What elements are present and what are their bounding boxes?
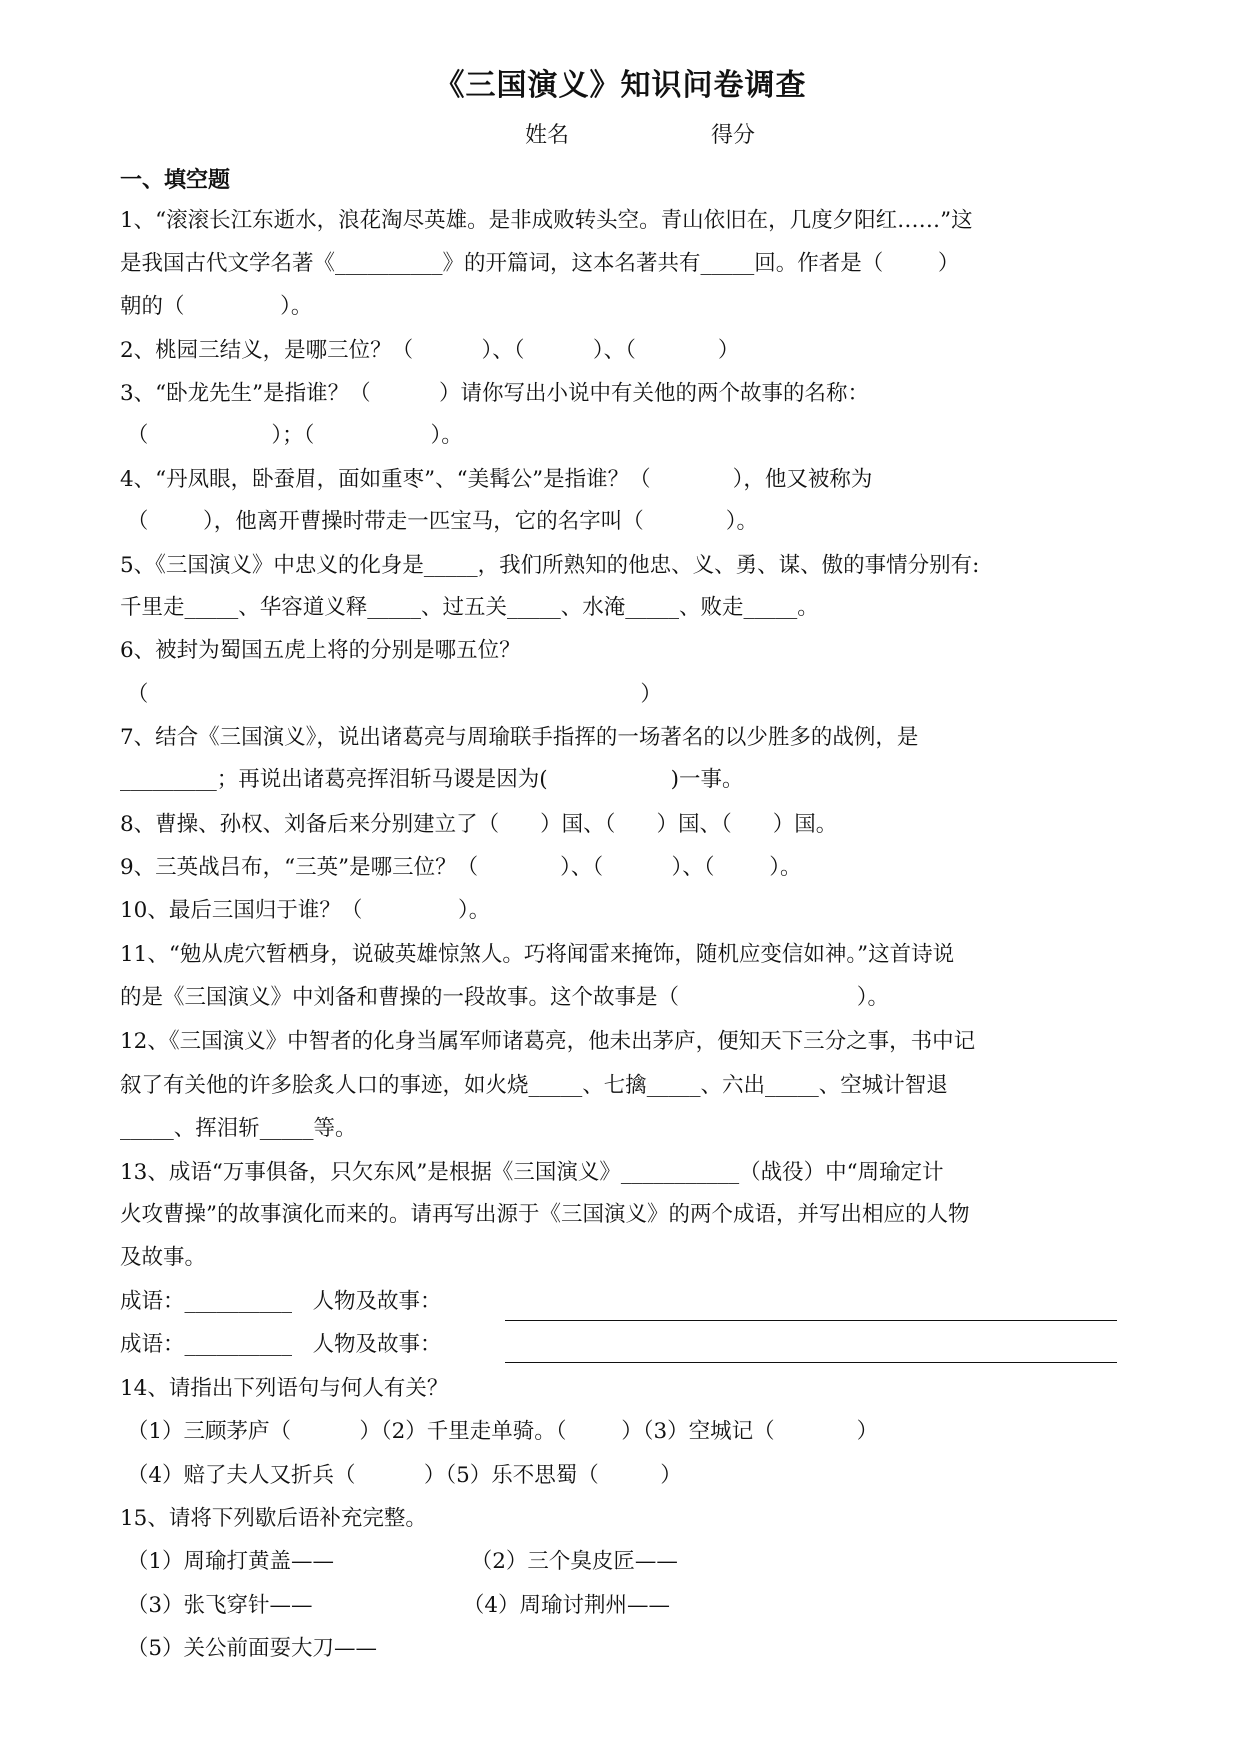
question-line: 3、“卧龙先生”是指谁？（ ）请你写出小说中有关他的两个故事的名称：	[120, 381, 870, 406]
question-line: （ ）	[120, 682, 662, 707]
question-line: （4）赔了夫人又折兵（ ）（5）乐不思蜀（ ）	[120, 1463, 682, 1488]
answer-underline-2	[505, 1362, 1117, 1363]
question-line: 11、“勉从虎穴暂栖身，说破英雄惊煞人。巧将闻雷来掩饰，随机应变信如神。”这首诗说	[120, 942, 955, 967]
question-line: （1）周瑜打黄盖—— （2）三个臭皮匠——	[120, 1549, 678, 1574]
question-line: （ ）；（ ）。	[120, 423, 463, 448]
question-line: 成语：__________ 人物及故事：	[120, 1332, 442, 1357]
question-line: 的是《三国演义》中刘备和曹操的一段故事。这个故事是（ ）。	[120, 985, 889, 1010]
question-line: 千里走_____、华容道义释_____、过五关_____、水淹_____、败走_____。	[120, 595, 819, 620]
question-line: 13、成语“万事俱备，只欠东风”是根据《三国演义》___________（战役）中“周瑜定计	[120, 1160, 944, 1185]
section-heading: 一、填空题	[120, 168, 231, 193]
question-line: 火攻曹操”的故事演化而来的。请再写出源于《三国演义》的两个成语，并写出相应的人物	[120, 1202, 970, 1227]
question-line: _____、挥泪斩_____等。	[120, 1116, 357, 1141]
question-line: 15、请将下列歇后语补充完整。	[120, 1506, 427, 1531]
question-line: 1、“滚滚长江东逝水，浪花淘尽英雄。是非成败转头空。青山依旧在，几度夕阳红……”这	[120, 208, 973, 233]
question-line: （3）张飞穿针—— （4）周瑜讨荆州——	[120, 1593, 671, 1618]
question-line: _________；再说出诸葛亮挥泪斩马谡是因为( )一事。	[120, 767, 744, 792]
question-line: 14、请指出下列语句与何人有关？	[120, 1376, 449, 1401]
question-line: 成语：__________ 人物及故事：	[120, 1289, 442, 1314]
question-line: 叙了有关他的许多脍炙人口的事迹，如火烧_____、七擒_____、六出_____、空城计智退	[120, 1073, 948, 1098]
question-line: 12、《三国演义》中智者的化身当属军师诸葛亮，他未出茅庐，便知天下三分之事，书中记	[120, 1029, 976, 1054]
question-line: 9、三英战吕布，“三英”是哪三位？（ ）、（ ）、（ ）。	[120, 855, 802, 880]
question-line: （ ），他离开曹操时带走一匹宝马，它的名字叫（ ）。	[120, 509, 759, 534]
question-line: 4、“丹凤眼，卧蚕眉，面如重枣”、“美髯公”是指谁？（ ），他又被称为	[120, 467, 873, 492]
answer-underline-1	[505, 1320, 1117, 1321]
question-line: 及故事。	[120, 1245, 207, 1270]
page-title: 《三国演义》知识问卷调查	[434, 68, 807, 103]
question-line: 8、曹操、孙权、刘备后来分别建立了（ ）国、（ ）国、（ ）国。	[120, 812, 838, 837]
question-line: （1）三顾茅庐（ ）（2）千里走单骑。（ ）（3）空城记（ ）	[120, 1419, 879, 1444]
question-line: 7、结合《三国演义》，说出诸葛亮与周瑜联手指挥的一场著名的以少胜多的战例，是	[120, 725, 919, 750]
score-label: 得分	[711, 123, 756, 148]
question-line: 6、被封为蜀国五虎上将的分别是哪五位？	[120, 638, 521, 663]
question-line: 5、《三国演义》中忠义的化身是_____，我们所熟知的他忠、义、勇、谋、傲的事情分别有:	[120, 553, 980, 578]
question-line: 2、桃园三结义，是哪三位？（ ）、（ ）、（ ）	[120, 338, 740, 363]
question-line: 10、最后三国归于谁？（ ）。	[120, 898, 491, 923]
name-label: 姓名	[525, 123, 570, 148]
question-line: （5）关公前面耍大刀——	[120, 1636, 378, 1661]
question-line: 是我国古代文学名著《__________》的开篇词，这本名著共有_____回。作者是（ ）	[120, 251, 960, 276]
question-line: 朝的（ ）。	[120, 294, 313, 319]
